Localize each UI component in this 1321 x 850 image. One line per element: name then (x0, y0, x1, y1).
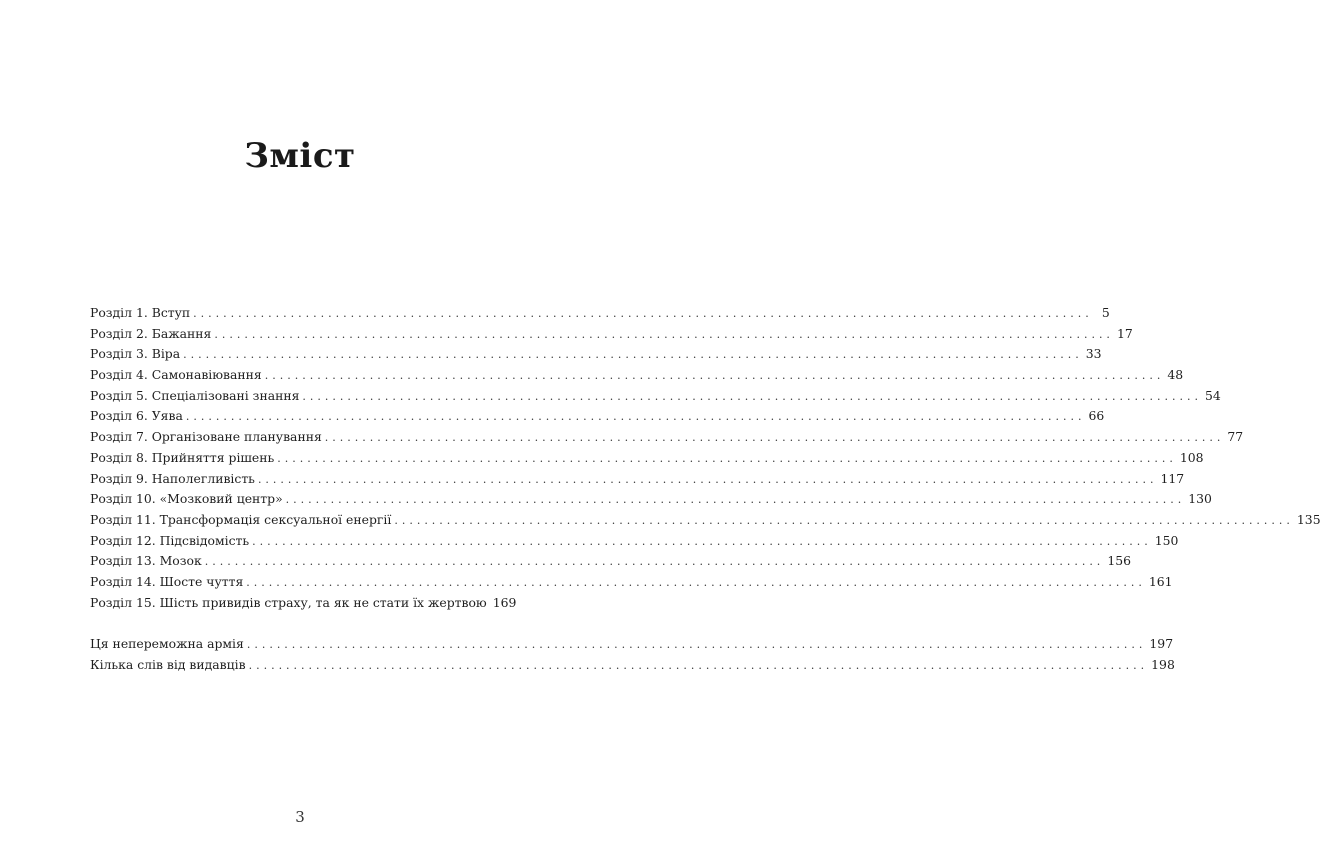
toc-entry-label: Розділ 8. Прийняття рішень (90, 449, 275, 465)
toc-entry-label: Розділ 1. Вступ (90, 305, 191, 320)
toc-leader-dots: ........................................................................................................................ (252, 534, 1152, 548)
toc-entry-page: 54 (1205, 387, 1221, 403)
toc-leader-dots: ........................................................................................................................ (277, 451, 1177, 465)
toc-chapters (90, 303, 1321, 613)
toc-entry-page: 17 (1116, 325, 1133, 341)
toc-entry-label: Розділ 9. Наполегливість (90, 470, 255, 486)
toc-entry-label: Розділ 3. Віра (90, 346, 181, 362)
toc-entry-label: Розділ 7. Організоване планування (90, 429, 322, 445)
toc-leader-dots: ........................................................................................................................ (246, 638, 1147, 652)
toc-entry-page: 33 (1085, 346, 1102, 362)
toc-entry (90, 531, 1179, 552)
toc-entry-label: Кілька слів від видавців (90, 657, 246, 672)
toc-leader-dots: ........................................................................................................................ (264, 369, 1165, 383)
toc-leader-dots: ........................................................................................................................ (246, 575, 1146, 589)
toc-leader-dots: ........................................................................................................................ (183, 348, 1083, 362)
toc-leader-dots: ........................................................................................................................ (214, 327, 1114, 341)
toc-leader-dots: ........................................................................................................................ (204, 555, 1105, 569)
toc-entry (90, 572, 1173, 593)
page-number: 3 (295, 808, 305, 826)
toc-entry-page: 117 (1160, 470, 1185, 486)
toc-entry (90, 634, 1174, 655)
toc-entry (90, 551, 1131, 572)
toc-entry-page: 197 (1149, 636, 1174, 652)
toc-entry (90, 510, 1321, 531)
toc-entry-label: Розділ 6. Уява (90, 408, 183, 424)
toc-entry-page: 66 (1088, 408, 1105, 424)
toc-entry (90, 406, 1105, 427)
toc-entry-label: Розділ 14. Шосте чуття (90, 573, 244, 589)
toc-leader-dots: ........................................................................................................................ (257, 472, 1158, 486)
toc-entry-label: Розділ 2. Бажання (90, 325, 212, 341)
toc-leader-dots: ........................................................................................................................ (324, 431, 1225, 445)
toc-leader-dots: ........................................................................................................................ (285, 493, 1186, 507)
toc-entry-page: 77 (1227, 429, 1244, 445)
toc-entry-page: 108 (1179, 449, 1204, 465)
toc-entry (90, 344, 1102, 365)
toc-entry-label: Розділ 4. Самонавіювання (90, 367, 262, 383)
table-of-contents (90, 303, 1321, 676)
toc-entry (90, 427, 1244, 448)
toc-entry (90, 303, 1110, 324)
toc-entry (90, 324, 1133, 345)
toc-entry-page: 130 (1188, 491, 1212, 507)
toc-entry-page: 169 (492, 594, 517, 610)
toc-entry-page: 48 (1167, 367, 1184, 383)
toc-entry-page: 135 (1296, 511, 1321, 527)
toc-leader-dots: ........................................................................................................................ (248, 659, 1149, 672)
toc-appendix (90, 634, 1175, 675)
toc-entry-label: Розділ 5. Спеціалізовані знання (90, 387, 300, 403)
toc-entry-page: 156 (1107, 553, 1131, 569)
toc-entry (90, 365, 1184, 386)
toc-entry-label: Розділ 11. Трансформація сексуальної енергії (90, 511, 392, 527)
toc-entry-label: Розділ 13. Мозок (90, 553, 202, 569)
toc-entry-page: 150 (1154, 532, 1179, 548)
toc-entry (90, 469, 1185, 490)
toc-entry-page: 5 (1101, 305, 1110, 320)
toc-entry (90, 448, 1204, 469)
toc-entry-page: 198 (1151, 657, 1175, 672)
toc-leader-dots: ........................................................................................................................ (302, 389, 1203, 403)
toc-entry-label: Розділ 10. «Мозковий центр» (90, 491, 283, 507)
page-title: Зміст (244, 136, 356, 176)
toc-entry-label: Ця непереможна армія (90, 636, 244, 652)
toc-entry (90, 655, 1175, 676)
toc-leader-dots: ........................................................................................................................ (193, 307, 1093, 320)
toc-entry (90, 593, 517, 614)
toc-entry-label: Розділ 15. Шість привидів страху, та як не стати їх жертвою (90, 594, 487, 610)
toc-entry (90, 489, 1212, 510)
toc-leader-dots: ........................................................................................................................ (394, 513, 1294, 527)
toc-entry-label: Розділ 12. Підсвідомість (90, 532, 250, 548)
toc-entry (90, 386, 1221, 407)
toc-leader-dots: ........................................................................................................................ (185, 410, 1086, 424)
toc-entry-page: 161 (1148, 573, 1173, 589)
